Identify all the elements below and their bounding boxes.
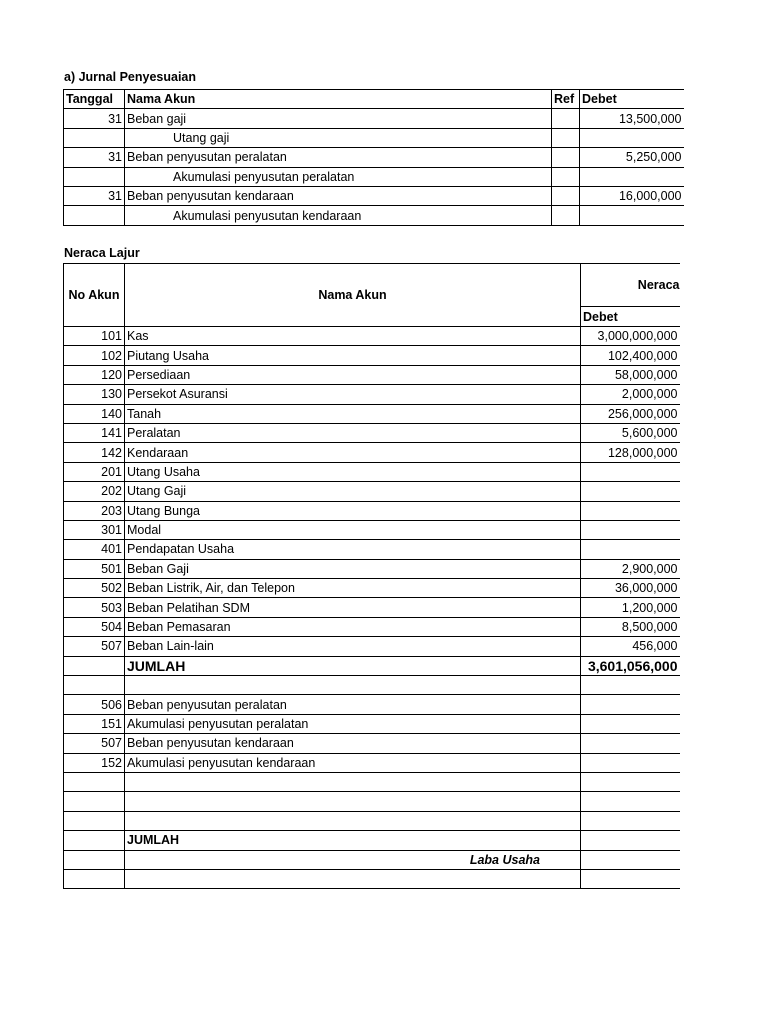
jurnal-row	[64, 148, 684, 167]
nama-akun: Pendapatan Usaha	[125, 540, 581, 559]
nama-akun: Persediaan	[125, 365, 581, 384]
neraca-title: Neraca Lajur	[64, 246, 140, 260]
debet-value: 3,000,000,000	[581, 327, 680, 346]
empty-row	[64, 869, 680, 888]
empty-row	[64, 772, 680, 791]
nama-akun: Beban penyusutan kendaraan	[125, 734, 581, 753]
no-akun: 141	[64, 423, 125, 442]
neraca-row	[64, 482, 680, 501]
debet-value	[581, 714, 680, 733]
nama-akun: Piutang Usaha	[125, 346, 581, 365]
debet-value: 102,400,000	[581, 346, 680, 365]
no-akun: 507	[64, 734, 125, 753]
neraca-row	[64, 423, 680, 442]
debet-value	[581, 520, 680, 539]
neraca-row	[64, 501, 680, 520]
no-akun: 301	[64, 520, 125, 539]
no-akun: 101	[64, 327, 125, 346]
header-no-akun: No Akun	[64, 264, 125, 327]
no-akun: 152	[64, 753, 125, 772]
jurnal-row	[64, 167, 684, 186]
nama-akun: Beban Listrik, Air, dan Telepon	[125, 579, 581, 598]
nama-akun: Modal	[125, 520, 581, 539]
neraca-row	[64, 404, 680, 423]
neraca-table	[63, 263, 680, 889]
jurnal-tanggal	[64, 128, 125, 147]
debet-value	[581, 734, 680, 753]
no-akun: 502	[64, 579, 125, 598]
debet-value	[581, 462, 680, 481]
debet-value	[581, 753, 680, 772]
no-akun: 120	[64, 365, 125, 384]
jurnal-ref	[552, 148, 580, 167]
jurnal-debet: 16,000,000	[580, 186, 684, 205]
debet-value: 5,600,000	[581, 423, 680, 442]
jumlah-label: JUMLAH	[125, 656, 581, 675]
no-akun: 503	[64, 598, 125, 617]
header-debet: Debet	[580, 90, 684, 109]
jurnal-debet	[580, 128, 684, 147]
neraca-row	[64, 327, 680, 346]
jurnal-akun: Beban gaji	[125, 109, 552, 128]
no-akun: 130	[64, 385, 125, 404]
header-ref: Ref	[552, 90, 580, 109]
no-akun: 507	[64, 637, 125, 656]
nama-akun: Peralatan	[125, 423, 581, 442]
neraca-row	[64, 598, 680, 617]
neraca-row	[64, 520, 680, 539]
nama-akun: Kas	[125, 327, 581, 346]
jurnal-tanggal: 31	[64, 148, 125, 167]
jurnal-debet	[580, 206, 684, 225]
debet-value	[581, 501, 680, 520]
neraca-row	[64, 714, 680, 733]
header-nama-akun: Nama Akun	[125, 90, 552, 109]
neraca-row	[64, 753, 680, 772]
empty-row	[64, 792, 680, 811]
jurnal-akun: Akumulasi penyusutan peralatan	[125, 167, 552, 186]
neraca-row	[64, 734, 680, 753]
neraca-header-row-1	[64, 264, 680, 307]
jurnal-debet: 5,250,000	[580, 148, 684, 167]
jurnal-table	[63, 89, 684, 226]
no-akun: 203	[64, 501, 125, 520]
debet-value	[581, 695, 680, 714]
neraca-row	[64, 365, 680, 384]
neraca-row	[64, 385, 680, 404]
no-akun: 142	[64, 443, 125, 462]
header-debet: Debet	[581, 307, 680, 327]
jumlah-row-2	[64, 831, 680, 850]
jurnal-akun: Utang gaji	[125, 128, 552, 147]
debet-value: 128,000,000	[581, 443, 680, 462]
no-akun: 201	[64, 462, 125, 481]
no-akun: 506	[64, 695, 125, 714]
debet-value: 58,000,000	[581, 365, 680, 384]
neraca-row	[64, 617, 680, 636]
nama-akun: Utang Gaji	[125, 482, 581, 501]
jurnal-debet	[580, 167, 684, 186]
jumlah-debet: 3,601,056,000	[581, 656, 680, 675]
no-akun: 504	[64, 617, 125, 636]
nama-akun: Tanah	[125, 404, 581, 423]
laba-usaha-row	[64, 850, 680, 869]
neraca-row	[64, 559, 680, 578]
empty-row	[64, 811, 680, 830]
jurnal-tanggal	[64, 206, 125, 225]
jurnal-row	[64, 128, 684, 147]
no-akun: 140	[64, 404, 125, 423]
neraca-row	[64, 346, 680, 365]
nama-akun: Beban penyusutan peralatan	[125, 695, 581, 714]
debet-value: 36,000,000	[581, 579, 680, 598]
neraca-row	[64, 579, 680, 598]
debet-value: 256,000,000	[581, 404, 680, 423]
neraca-row	[64, 695, 680, 714]
debet-value	[581, 482, 680, 501]
jurnal-ref	[552, 206, 580, 225]
neraca-row	[64, 462, 680, 481]
jumlah-label-2: JUMLAH	[125, 831, 581, 850]
neraca-row	[64, 637, 680, 656]
header-neraca: Neraca	[581, 264, 680, 307]
empty-row	[64, 676, 680, 695]
header-nama-akun: Nama Akun	[125, 264, 581, 327]
nama-akun: Beban Pelatihan SDM	[125, 598, 581, 617]
debet-value: 2,900,000	[581, 559, 680, 578]
jurnal-tanggal	[64, 167, 125, 186]
jumlah-row	[64, 656, 680, 675]
jurnal-title: a) Jurnal Penyesuaian	[64, 70, 197, 84]
jurnal-ref	[552, 109, 580, 128]
jurnal-akun: Beban penyusutan peralatan	[125, 148, 552, 167]
debet-value: 2,000,000	[581, 385, 680, 404]
debet-value	[581, 540, 680, 559]
jurnal-debet: 13,500,000	[580, 109, 684, 128]
jurnal-row	[64, 109, 684, 128]
nama-akun: Utang Bunga	[125, 501, 581, 520]
jurnal-akun: Beban penyusutan kendaraan	[125, 186, 552, 205]
jurnal-ref	[552, 167, 580, 186]
nama-akun: Beban Lain-lain	[125, 637, 581, 656]
nama-akun: Beban Pemasaran	[125, 617, 581, 636]
jurnal-akun: Akumulasi penyusutan kendaraan	[125, 206, 552, 225]
jurnal-row	[64, 206, 684, 225]
jurnal-tanggal: 31	[64, 109, 125, 128]
nama-akun: Beban Gaji	[125, 559, 581, 578]
no-akun: 202	[64, 482, 125, 501]
neraca-row	[64, 443, 680, 462]
no-akun: 401	[64, 540, 125, 559]
jurnal-ref	[552, 128, 580, 147]
nama-akun: Persekot Asuransi	[125, 385, 581, 404]
jurnal-tanggal: 31	[64, 186, 125, 205]
header-tanggal: Tanggal	[64, 90, 125, 109]
debet-value: 1,200,000	[581, 598, 680, 617]
debet-value: 456,000	[581, 637, 680, 656]
no-akun: 102	[64, 346, 125, 365]
nama-akun: Akumulasi penyusutan kendaraan	[125, 753, 581, 772]
laba-usaha-label: Laba Usaha	[125, 850, 581, 869]
no-akun: 501	[64, 559, 125, 578]
jurnal-header-row	[64, 90, 684, 109]
nama-akun: Utang Usaha	[125, 462, 581, 481]
jurnal-row	[64, 186, 684, 205]
debet-value: 8,500,000	[581, 617, 680, 636]
jurnal-ref	[552, 186, 580, 205]
no-akun: 151	[64, 714, 125, 733]
nama-akun: Kendaraan	[125, 443, 581, 462]
nama-akun: Akumulasi penyusutan peralatan	[125, 714, 581, 733]
neraca-row	[64, 540, 680, 559]
